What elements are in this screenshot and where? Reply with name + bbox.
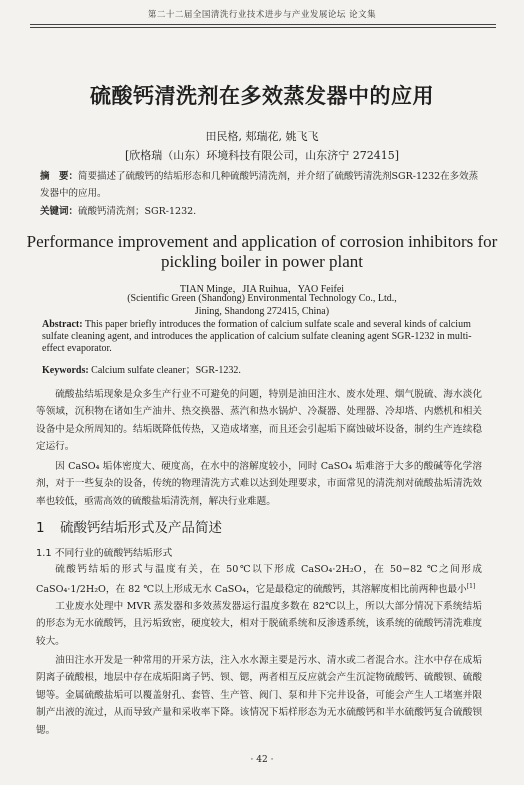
english-abstract-label: Abstract:	[42, 319, 83, 330]
english-abstract-text: This paper briefly introduces the formation of calcium sulfate scale and several kinds of calcium sulfate cleaning agent, and introduces the application of calcium sulfate cleaning agent SGR-1232 in multi-effect evaporator.	[42, 319, 472, 354]
english-keywords	[42, 361, 474, 376]
page-number: · 42 ·	[250, 755, 274, 765]
paragraph-3-text: 硫酸钙结垢的形式与温度有关，在 50℃以下形成 CaSO₄·2H₂O，在 50−82 ℃之间形成 CaSO₄·1/2H₂O，在 82 ℃以上形成无水 CaSO₄，它是最稳定的硫酸钙，其溶解度相比前两种也最小	[36, 564, 482, 596]
chinese-title: 硫酸钙清洗剂在多效蒸发器中的应用	[90, 84, 434, 108]
section-1-title: 硫酸钙结垢形式及产品简述	[60, 520, 222, 536]
running-header: 第二十二届全国清洗行业技术进步与产业发展论坛 论文集	[147, 10, 377, 20]
chinese-abstract	[40, 168, 480, 202]
chinese-authors: 田民格, 郏瑞花, 姚飞飞	[205, 130, 319, 143]
english-affiliation-line2: Jining, Shandong 272415, China)	[194, 306, 330, 317]
paragraph-5: 油田注水开发是一种常用的开采方法，注入水水源主要是污水、清水或二者混合水。注水中存在成垢阴离子硫酸根，地层中存在成垢阳离子钙、钡、锶，两者相互反应就会产生沉淀物硫酸钙、硫酸钡、硫酸锶等。金属硫酸盐垢可以覆盖射孔、套管、生产管、阀门、泵和井下完井设备，可能会产生人工堵塞并限制产出液的流过，从而导致产量和采收率下降。该情况下垢样形态为无水硫酸钙和半水硫酸钙复合硫酸钡锶。	[36, 655, 482, 736]
chinese-abstract-text: 简要描述了硫酸钙的结垢形态和几种硫酸钙清洗剂，并介绍了硫酸钙清洗剂SGR-1232在多效蒸发器中的应用。	[40, 171, 479, 199]
chinese-keywords-text: 硫酸钙清洗剂；SGR-1232.	[78, 206, 197, 217]
english-affiliation-line1: (Scientific Green (Shandong) Environmental Technology Co., Ltd.,	[127, 293, 397, 304]
english-authors: TIAN Minge，JIA Ruihua，YAO Feifei	[179, 284, 345, 295]
intro-paragraph-1: 硫酸盐结垢现象是众多生产行业不可避免的问题，特别是油田注水、废水处理、烟气脱硫、海水淡化等领域，沉积物在诸如生产油井、热交换器、蒸汽和热水锅炉、冷凝器、处理器、冷却塔、内燃机和相关设备中是众所周知的。结垢既降低传热，又造成堵塞，而且还会引起垢下腐蚀破坏设备，制约生产连续稳定运行。	[36, 389, 482, 453]
english-title: Performance improvement and application of corrosion inhibitors for pickling boiler in power plant	[26, 232, 498, 271]
english-keywords-text: Calcium sulfate cleaner；SGR-1232.	[91, 365, 241, 376]
chinese-keywords-label: 关键词：	[40, 206, 79, 217]
section-1-heading	[36, 516, 222, 536]
english-abstract	[42, 319, 474, 355]
paragraph-4: 工业废水处理中 MVR 蒸发器和多效蒸发器运行温度多数在 82℃以上，所以大部分情况下系统结垢的形态为无水硫酸钙，且污垢致密，硬度较大，相对于脱硫系统和反渗透系统，该系统的硫酸钙清洗难度较大。	[36, 601, 482, 647]
section-1-number: 1	[36, 520, 45, 536]
subsection-1-1-heading: 1.1 不同行业的硫酸钙结垢形式	[36, 548, 173, 559]
chinese-keywords	[40, 203, 480, 217]
chinese-affiliation: [欣格瑞（山东）环境科技有限公司，山东济宁 272415]	[124, 149, 400, 162]
chinese-abstract-label: 摘 要：	[40, 171, 79, 182]
paragraph-3	[36, 561, 482, 599]
intro-paragraph-2: 因 CaSO₄ 垢体密度大、硬度高，在水中的溶解度较小，同时 CaSO₄ 垢难溶于大多的酸碱等化学溶剂，对于一些复杂的设备，传统的物理清洗方式难以达到处理要求，市面常见的清洗剂对硫酸盐垢清洗效率也较低，亟需高效的硫酸盐垢清洗剂，解决行业难题。	[36, 461, 482, 507]
citation-1: [1]	[466, 583, 476, 591]
header-rule	[30, 24, 496, 28]
english-keywords-label: Keywords:	[42, 365, 89, 376]
